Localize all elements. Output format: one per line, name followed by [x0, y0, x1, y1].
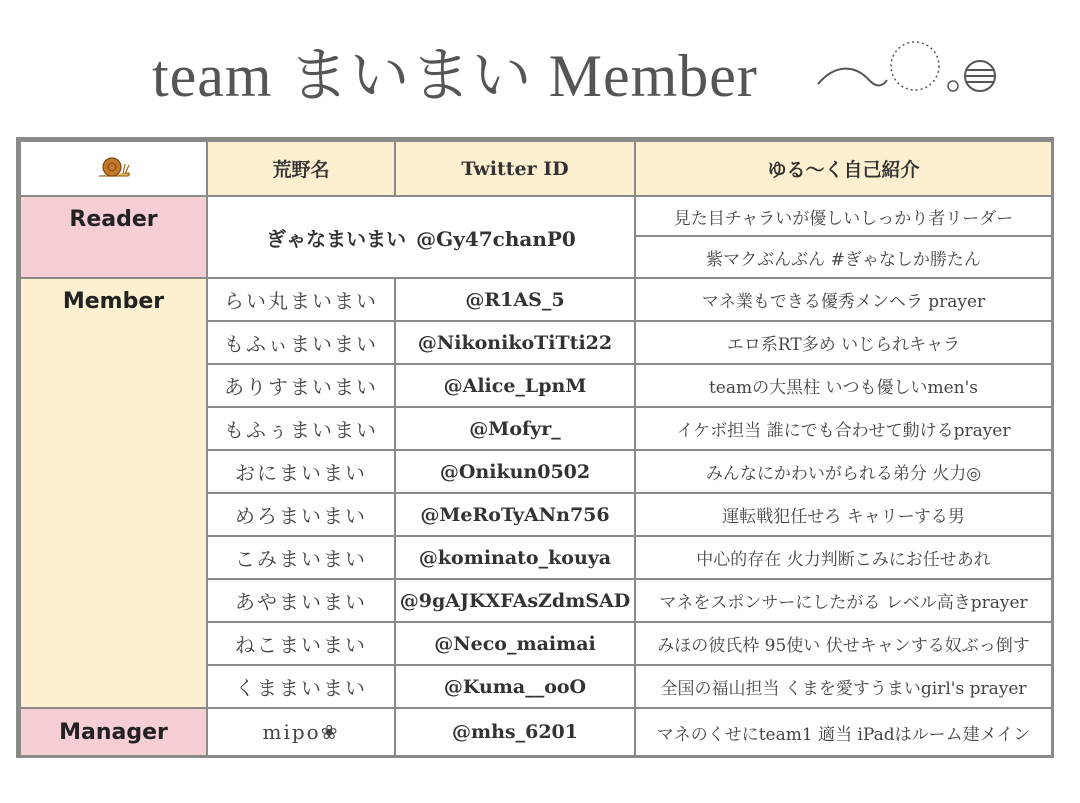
member-intro: マネをスポンサーにしたがる レベル高きprayer — [635, 579, 1052, 622]
member-name: らい丸まいまい — [207, 278, 395, 321]
member-intro: 運転戦犯任せろ キャリーする男 — [635, 493, 1052, 536]
member-twitter: @Neco_maimai — [395, 622, 635, 665]
member-twitter: @Alice_LpnM — [395, 364, 635, 407]
member-twitter: @MeRoTyANn756 — [395, 493, 635, 536]
table-header-row — [20, 141, 1052, 196]
member-intro: みほの彼氏枠 95使い 伏せキャンする奴ぶっ倒す — [635, 622, 1052, 665]
manager-twitter: @mhs_6201 — [395, 708, 635, 756]
member-twitter: @9gAJKXFAsZdmSAD — [395, 579, 635, 622]
member-name: ねこまいまい — [207, 622, 395, 665]
col-header-twitter: Twitter ID — [395, 141, 635, 196]
member-intro: マネ業もできる優秀メンヘラ prayer — [635, 278, 1052, 321]
member-twitter: @kominato_kouya — [395, 536, 635, 579]
member-name: ありすまいまい — [207, 364, 395, 407]
manager-intro: マネのくせにteam1 適当 iPadはルーム建メイン — [635, 708, 1052, 756]
manager-name: mipo❀ — [207, 708, 395, 756]
page-title: team まいまい Member — [152, 43, 758, 109]
member-twitter: @R1AS_5 — [395, 278, 635, 321]
member-name: めろまいまい — [207, 493, 395, 536]
table-row — [20, 196, 1052, 236]
member-intro: みんなにかわいがられる弟分 火力◎ — [635, 450, 1052, 493]
member-intro: 全国の福山担当 くまを愛すうまいgirl's prayer — [635, 665, 1052, 708]
member-intro: イケボ担当 誰にでも合わせて動けるprayer — [635, 407, 1052, 450]
snail-icon — [20, 141, 207, 196]
member-name: もふぅまいまい — [207, 407, 395, 450]
leader-name: ぎゃなまいまい — [266, 226, 407, 251]
member-name: おにまいまい — [207, 450, 395, 493]
member-name: こみまいまい — [207, 536, 395, 579]
member-intro: 中心的存在 火力判断こみにお任せあれ — [635, 536, 1052, 579]
leader-cell — [207, 196, 635, 278]
col-header-name: 荒野名 — [207, 141, 395, 196]
member-twitter: @NikonikoTiTti22 — [395, 321, 635, 364]
member-twitter: @Onikun0502 — [395, 450, 635, 493]
table-row — [20, 708, 1052, 756]
member-twitter: @Kuma__ooO — [395, 665, 635, 708]
member-intro: teamの大黒柱 いつも優しいmen's — [635, 364, 1052, 407]
role-reader-label: Reader — [20, 196, 207, 278]
col-header-intro: ゆる〜く自己紹介 — [635, 141, 1052, 196]
table-row — [20, 278, 1052, 321]
member-intro: エロ系RT多め いじられキャラ — [635, 321, 1052, 364]
member-name: くままいまい — [207, 665, 395, 708]
leader-intro-1: 見た目チャラいが優しいしっかり者リーダー — [635, 196, 1052, 236]
role-member-label: Member — [20, 278, 207, 708]
decorative-ornament-icon — [815, 36, 1000, 96]
role-manager-label: Manager — [20, 708, 207, 756]
member-twitter: @Mofyr_ — [395, 407, 635, 450]
leader-twitter: @Gy47chanP0 — [416, 226, 576, 251]
member-table — [19, 140, 1053, 757]
leader-intro-2: 紫マクぶんぶん #ぎゃなしか勝たん — [635, 236, 1052, 278]
member-name: もふぃまいまい — [207, 321, 395, 364]
member-name: あやまいまい — [207, 579, 395, 622]
member-table-frame — [16, 137, 1054, 758]
